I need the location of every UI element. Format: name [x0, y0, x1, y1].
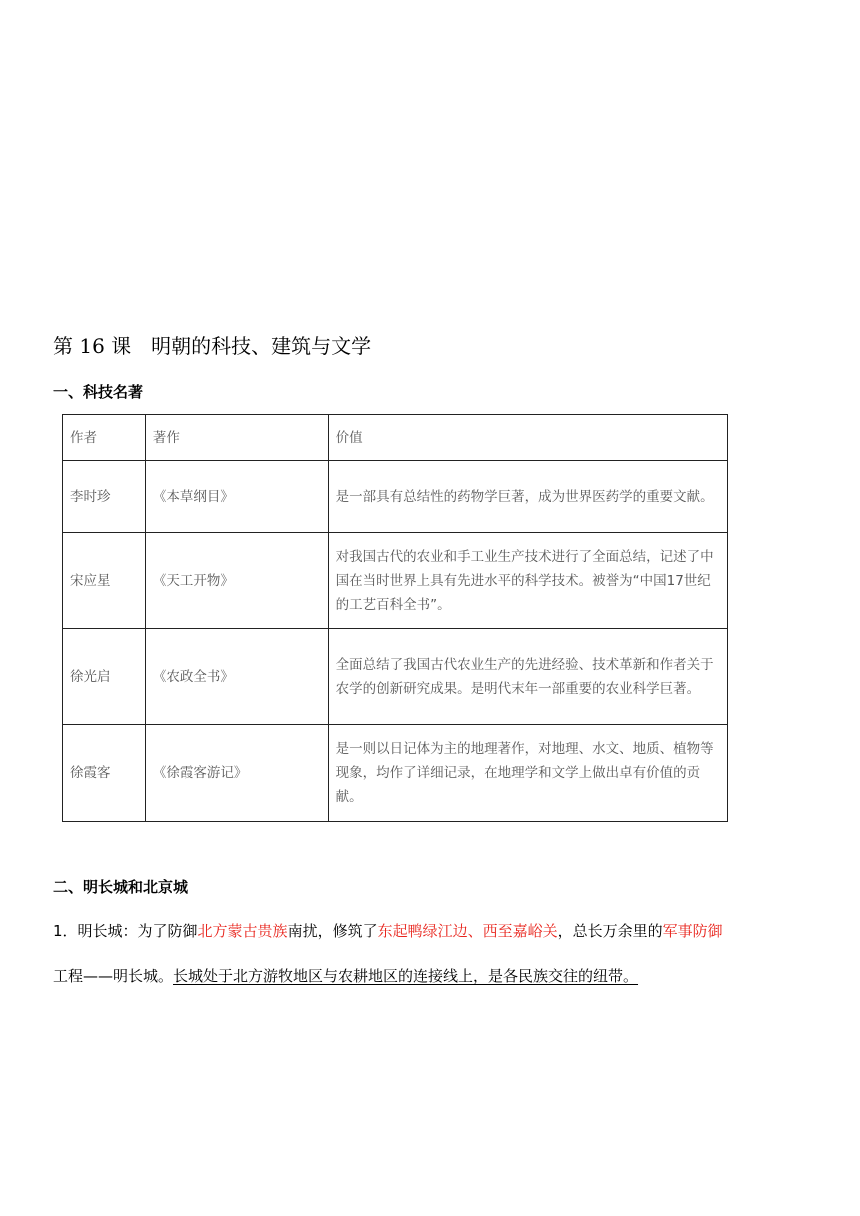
cell-work: 《农政全书》 [145, 629, 328, 725]
cell-value: 对我国古代的农业和手工业生产技术进行了全面总结，记述了中国在当时世界上具有先进水平的科学技术。被誉为“中国17世纪的工艺百科全书”。 [328, 533, 727, 629]
cell-work: 《天工开物》 [145, 533, 328, 629]
cell-author: 徐霞客 [63, 725, 146, 822]
tech-books-table [62, 414, 728, 822]
text-run: 南扰，修筑了 [287, 922, 378, 940]
paragraph-great-wall [53, 920, 823, 942]
highlight-text: 北方蒙古贵族 [197, 922, 288, 940]
cell-work: 《徐霞客游记》 [145, 725, 328, 822]
highlight-text: 军事防御 [662, 922, 723, 940]
header-value: 价值 [328, 415, 727, 461]
section-heading-tech-books: 一、科技名著 [53, 383, 144, 401]
table-row [63, 533, 728, 629]
underlined-text: 长城处于北方游牧地区与农耕地区的连接线上，是各民族交往的纽带。 [173, 967, 639, 985]
paragraph-great-wall-continued [53, 965, 823, 987]
text-run: 1．明长城：为了防御 [53, 922, 198, 940]
table-row [63, 629, 728, 725]
text-run: ，总长万余里的 [557, 922, 663, 940]
text-run: 工程——明长城。 [53, 967, 174, 985]
highlight-text: 东起鸭绿江边、西至嘉峪关 [377, 922, 558, 940]
cell-author: 李时珍 [63, 461, 146, 533]
page-title: 第 16 课 明朝的科技、建筑与文学 [53, 334, 372, 358]
cell-value: 全面总结了我国古代农业生产的先进经验、技术革新和作者关于农学的创新研究成果。是明代末年一部重要的农业科学巨著。 [328, 629, 727, 725]
cell-value: 是一部具有总结性的药物学巨著，成为世界医药学的重要文献。 [328, 461, 727, 533]
table-row [63, 461, 728, 533]
table-row [63, 725, 728, 822]
cell-value: 是一则以日记体为主的地理著作，对地理、水文、地质、植物等现象，均作了详细记录，在地理学和文学上做出卓有价值的贡献。 [328, 725, 727, 822]
cell-work: 《本草纲目》 [145, 461, 328, 533]
header-work: 著作 [145, 415, 328, 461]
table-header-row [63, 415, 728, 461]
header-author: 作者 [63, 415, 146, 461]
section-heading-great-wall-beijing: 二、明长城和北京城 [53, 878, 189, 896]
cell-author: 徐光启 [63, 629, 146, 725]
cell-author: 宋应星 [63, 533, 146, 629]
